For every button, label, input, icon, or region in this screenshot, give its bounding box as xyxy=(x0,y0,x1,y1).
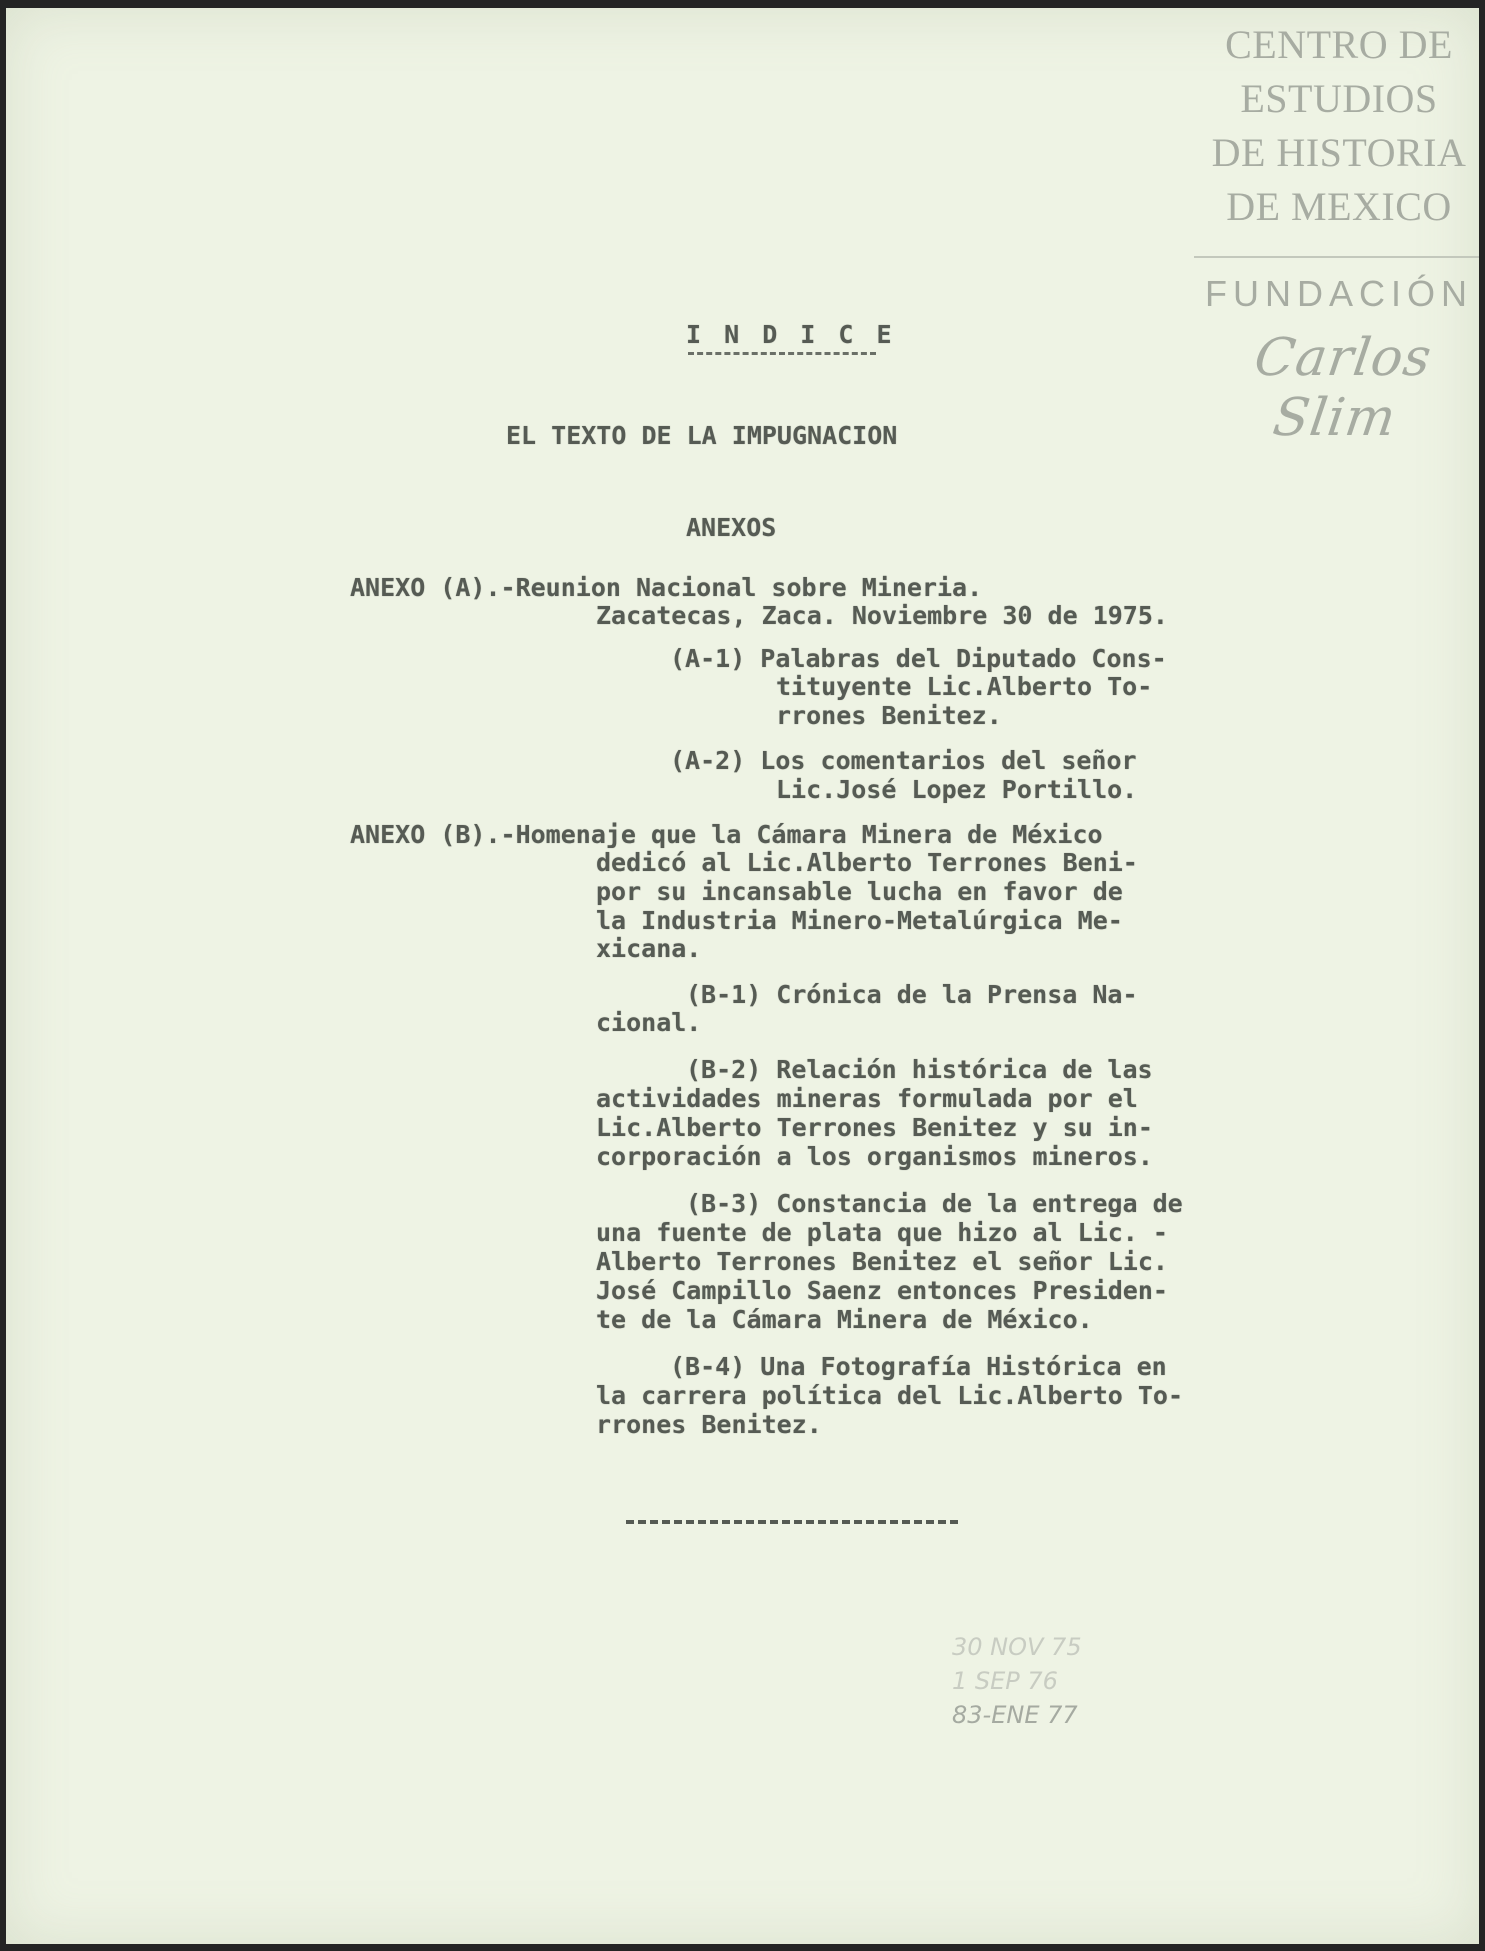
index-line-18: corporación a los organismos mineros. xyxy=(596,1142,1153,1171)
pencil-note-3: 83-ENE 77 xyxy=(952,1701,1078,1729)
index-line-10: por su incansable lucha en favor de xyxy=(596,877,1123,906)
index-line-25: la carrera política del Lic.Alberto To- xyxy=(596,1381,1183,1410)
section-heading: EL TEXTO DE LA IMPUGNACION xyxy=(506,421,898,450)
stamp-foundation: FUNDACIÓN xyxy=(1205,273,1473,314)
index-line-22: José Campillo Saenz entonces Presiden- xyxy=(596,1276,1168,1305)
title-underline xyxy=(688,352,876,355)
index-line-8: ANEXO (B).-Homenaje que la Cámara Minera de México xyxy=(350,820,1103,849)
pencil-note-2: 1 SEP 76 xyxy=(952,1667,1058,1695)
archive-stamp xyxy=(1194,18,1479,448)
index-line-6: (A-2) Los comentarios del señor xyxy=(670,746,1137,775)
index-line-16: actividades mineras formulada por el xyxy=(596,1084,1138,1113)
document-page xyxy=(6,8,1479,1944)
index-line-14: cional. xyxy=(596,1008,702,1037)
stamp-line-4: DE MEXICO xyxy=(1226,184,1452,229)
index-line-20: una fuente de plata que hizo al Lic. - xyxy=(596,1218,1168,1247)
document-title: I N D I C E xyxy=(686,320,896,349)
index-line-24: (B-4) Una Fotografía Histórica en xyxy=(670,1352,1167,1381)
index-line-1: ANEXO (A).-Reunion Nacional sobre Mineria. xyxy=(350,573,983,602)
index-line-23: te de la Cámara Minera de México. xyxy=(596,1305,1093,1334)
stamp-line-1: CENTRO DE xyxy=(1225,22,1453,67)
stamp-signature-logo: Carlos Slim xyxy=(1250,328,1436,448)
index-line-13: (B-1) Crónica de la Prensa Na- xyxy=(686,980,1138,1009)
index-line-9: dedicó al Lic.Alberto Terrones Beni- xyxy=(596,848,1138,877)
pencil-annotations xyxy=(952,1630,1192,1732)
index-line-12: xicana. xyxy=(596,934,702,963)
closing-dashed-rule xyxy=(626,1520,958,1524)
stamp-line-2: ESTUDIOS xyxy=(1240,76,1438,121)
index-line-15: (B-2) Relación histórica de las xyxy=(686,1055,1153,1084)
index-line-5: rrones Benitez. xyxy=(776,701,1002,730)
index-line-4: tituyente Lic.Alberto To- xyxy=(776,672,1153,701)
index-line-3: (A-1) Palabras del Diputado Cons- xyxy=(670,644,1167,673)
index-line-19: (B-3) Constancia de la entrega de xyxy=(686,1189,1183,1218)
index-line-11: la Industria Minero-Metalúrgica Me- xyxy=(596,906,1123,935)
index-line-21: Alberto Terrones Benitez el señor Lic. xyxy=(596,1247,1168,1276)
stamp-line-3: DE HISTORIA xyxy=(1211,130,1467,175)
index-line-7: Lic.José Lopez Portillo. xyxy=(776,775,1138,804)
annexes-label: ANEXOS xyxy=(686,513,777,542)
index-line-2: Zacatecas, Zaca. Noviembre 30 de 1975. xyxy=(596,601,1168,630)
pencil-note-1: 30 NOV 75 xyxy=(952,1633,1082,1661)
index-line-26: rrones Benitez. xyxy=(596,1410,822,1439)
index-line-17: Lic.Alberto Terrones Benitez y su in- xyxy=(596,1113,1153,1142)
stamp-divider xyxy=(1194,256,1479,258)
